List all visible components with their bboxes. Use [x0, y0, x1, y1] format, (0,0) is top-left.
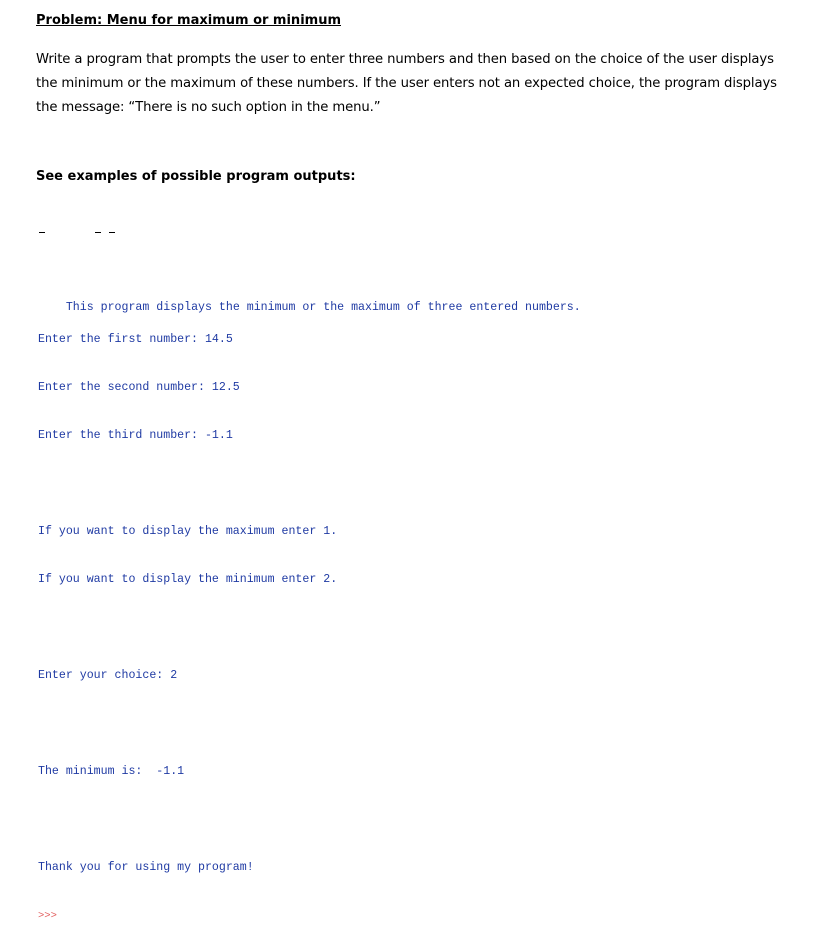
console-second-number: Enter the second number: 12.5	[38, 381, 240, 394]
cursor-mark	[95, 232, 101, 233]
examples-heading: See examples of possible program outputs:	[36, 169, 356, 184]
problem-title: Problem: Menu for maximum or minimum	[36, 13, 341, 28]
cursor-mark	[109, 232, 115, 233]
console-third-number: Enter the third number: -1.1	[38, 429, 233, 442]
console-result: The minimum is: -1.1	[38, 765, 185, 778]
console-intro-line	[38, 236, 581, 314]
console-prompt[interactable]: >>>	[38, 910, 57, 922]
console-intro: This program displays the minimum or the maximum of three entered numbers.	[65, 301, 581, 314]
console-first-number: Enter the first number: 14.5	[38, 333, 233, 346]
console-choice: Enter your choice: 2	[38, 669, 178, 682]
problem-description: Write a program that prompts the user to enter three numbers and then based on the choice of the user displays the minimum or the maximum of these numbers. If the user enters not an expected choice, the program displays the message: “There is no such option in the menu.”	[36, 52, 777, 115]
console-option-max: If you want to display the maximum enter 1.	[38, 525, 338, 538]
console-option-min: If you want to display the minimum enter 2.	[38, 573, 338, 586]
console-farewell: Thank you for using my program!	[38, 861, 254, 874]
console-output	[38, 204, 581, 940]
cursor-mark	[39, 232, 45, 233]
